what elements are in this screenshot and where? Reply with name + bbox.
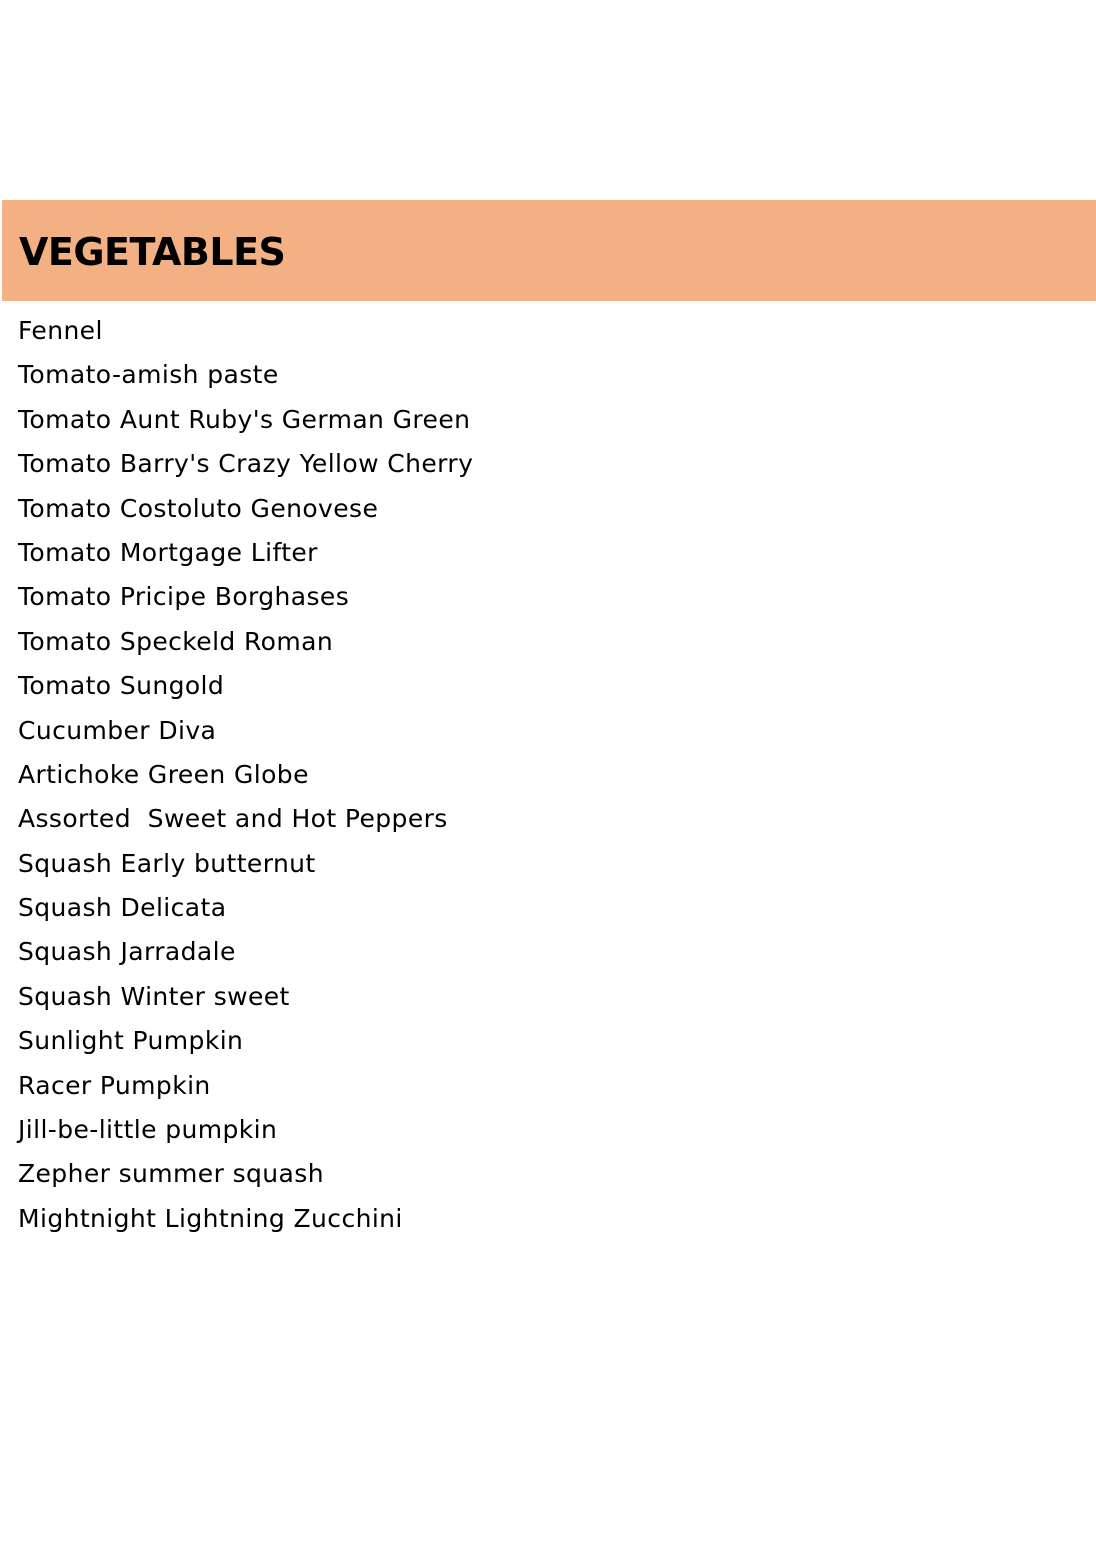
list-item: Artichoke Green Globe bbox=[18, 759, 309, 789]
list-item: Tomato Aunt Ruby's German Green bbox=[18, 404, 471, 434]
list-item: Tomato Sungold bbox=[18, 671, 225, 701]
list-item: Tomato Costoluto Genovese bbox=[18, 493, 379, 523]
section-header-band bbox=[2, 200, 1096, 301]
list-item: Squash Winter sweet bbox=[18, 981, 290, 1011]
list-item: Sunlight Pumpkin bbox=[18, 1026, 244, 1056]
list-item: Squash Early butternut bbox=[18, 848, 316, 878]
list-item: Tomato Barry's Crazy Yellow Cherry bbox=[18, 449, 474, 479]
list-item: Squash Jarradale bbox=[18, 937, 236, 967]
list-item: Squash Delicata bbox=[18, 893, 227, 923]
list-item: Tomato-amish paste bbox=[18, 360, 279, 390]
list-item: Cucumber Diva bbox=[18, 715, 217, 745]
list-item: Mightnight Lightning Zucchini bbox=[18, 1203, 403, 1233]
list-item: Assorted Sweet and Hot Peppers bbox=[18, 804, 448, 834]
vegetable-list bbox=[18, 309, 473, 1241]
list-item: Tomato Pricipe Borghases bbox=[18, 582, 350, 612]
list-item: Tomato Mortgage Lifter bbox=[18, 537, 318, 567]
list-item: Racer Pumpkin bbox=[18, 1070, 211, 1100]
list-item: Jill-be-little pumpkin bbox=[18, 1115, 278, 1145]
list-item: Zepher summer squash bbox=[18, 1159, 324, 1189]
list-item: Fennel bbox=[18, 316, 103, 345]
section-title: VEGETABLES bbox=[19, 229, 286, 274]
list-item: Tomato Speckeld Roman bbox=[18, 626, 334, 656]
